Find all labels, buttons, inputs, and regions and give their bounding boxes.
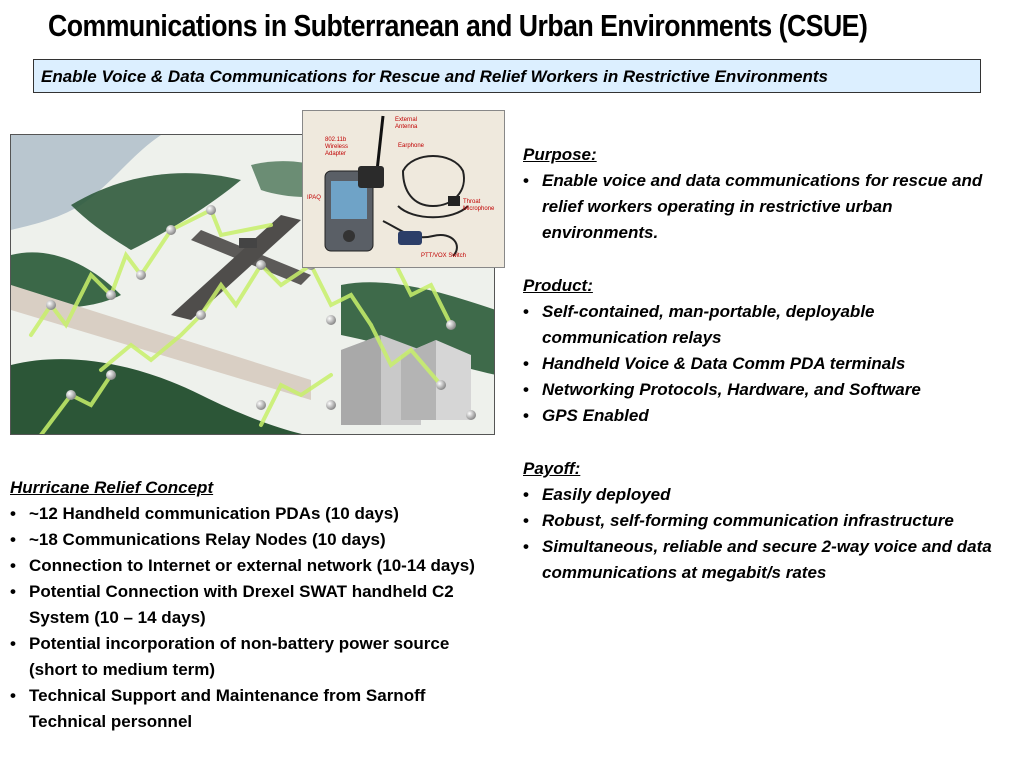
product-item: • Networking Protocols, Hardware, and Software [523,377,1003,403]
label-switch: PTT/VOX Switch [421,253,467,259]
hurricane-item: • ~12 Handheld communication PDAs (10 days) [10,501,500,527]
right-column [523,142,1003,613]
label-wireless: Wireless [325,144,349,150]
slide-title: Communications in Subterranean and Urban Environments (CSUE) [48,8,868,43]
product-item: • Self-contained, man-portable, deployable communication relays [523,299,1003,351]
label-antenna: Antenna [395,124,418,130]
purpose-item: • Enable voice and data communications for rescue and relief workers operating in restrictive urban environments. [523,168,1003,246]
label-802: 802.11b [325,137,347,143]
label-adapter: Adapter [325,151,347,157]
hurricane-item: • ~18 Communications Relay Nodes (10 days) [10,527,500,553]
hurricane-item: • Potential incorporation of non-battery power source (short to medium term) [10,631,500,683]
hurricane-relief-section [10,475,500,735]
hurricane-item: • Potential Connection with Drexel SWAT handheld C2 System (10 – 14 days) [10,579,500,631]
product-item: • GPS Enabled [523,403,1003,429]
purpose-heading: Purpose: [523,145,597,164]
product-heading: Product: [523,276,593,295]
label-external: External [395,117,418,123]
label-earphone: Earphone [398,143,425,149]
payoff-heading: Payoff: [523,459,581,478]
product-item: • Handheld Voice & Data Comm PDA terminals [523,351,1003,377]
product-section [523,273,1003,429]
label-ipaq: IPAQ [307,195,321,201]
hurricane-item: • Technical Support and Maintenance from Sarnoff Technical personnel [10,683,500,735]
banner-text: Enable Voice & Data Communications for Rescue and Relief Workers in Restrictive Environments [41,67,828,86]
purpose-section [523,142,1003,246]
payoff-item: • Robust, self-forming communication infrastructure [523,508,1003,534]
payoff-item: • Easily deployed [523,482,1003,508]
equipment-photo [302,110,505,268]
payoff-section [523,456,1003,586]
hurricane-heading: Hurricane Relief Concept [10,478,214,497]
label-microphone: Microphone [463,206,495,212]
label-throat: Throat [463,199,481,205]
payoff-item: • Simultaneous, reliable and secure 2-way voice and data communications at megabit/s rates [523,534,1003,586]
hurricane-item: • Connection to Internet or external network (10-14 days) [10,553,500,579]
subtitle-banner [33,59,981,93]
pda-equipment-image [303,111,505,268]
